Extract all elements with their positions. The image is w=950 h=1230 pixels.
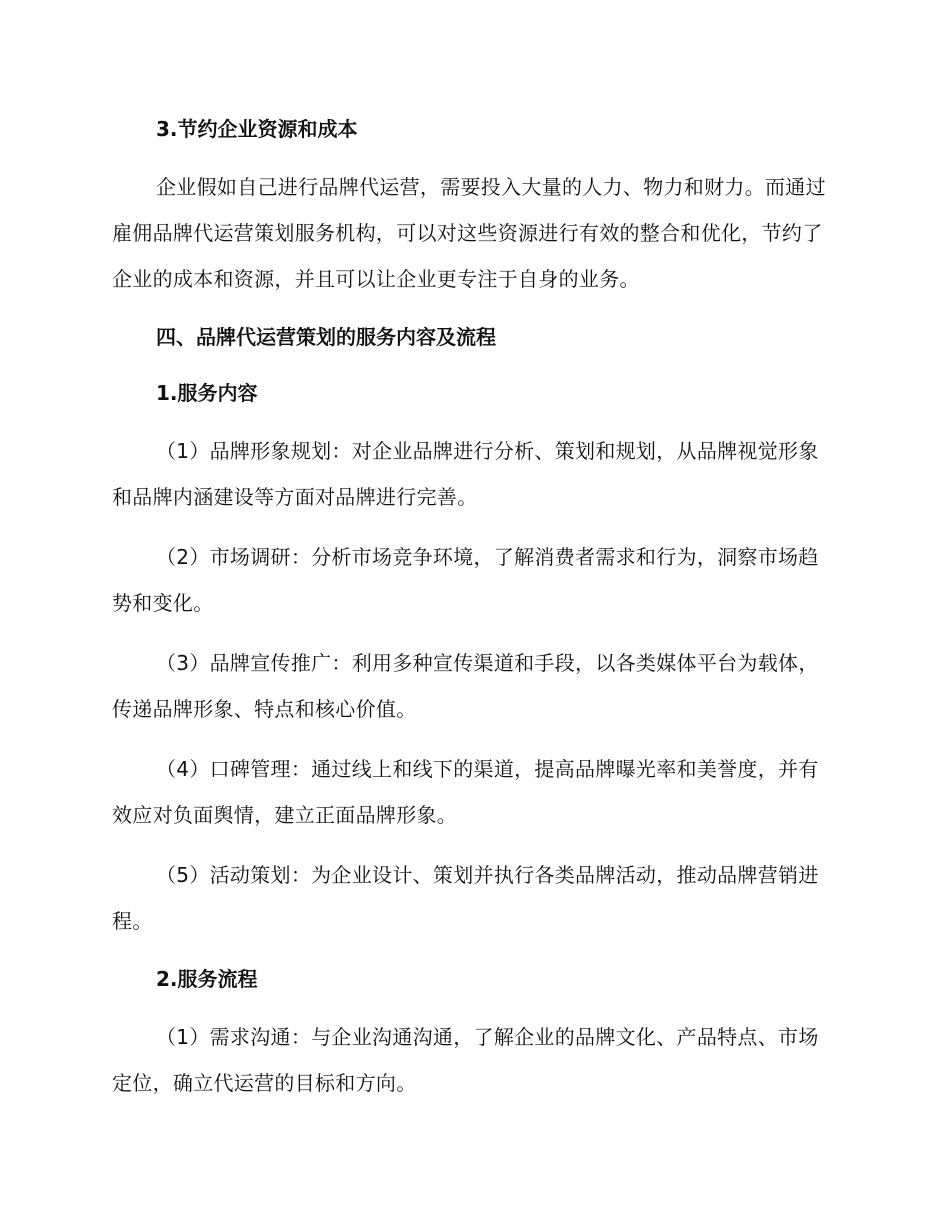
service-item-reputation-management: （4）口碑管理：通过线上和线下的渠道，提高品牌曝光率和美誉度，并有效应对负面舆情，建立正面品牌形象。 [112,757,819,827]
process-item-requirements: （1）需求沟通：与企业沟通沟通，了解企业的品牌文化、产品特点、市场定位，确立代运营的目标和方向。 [112,1025,819,1095]
document-body [112,108,832,1106]
service-item-brand-image: （1）品牌形象规划：对企业品牌进行分析、策划和规划，从品牌视觉形象和品牌内涵建设等方面对品牌进行完善。 [112,439,819,509]
service-item-event-planning: （5）活动策划：为企业设计、策划并执行各类品牌活动，推动品牌营销进程。 [112,863,819,933]
section-heading-services-and-process: 四、品牌代运营策划的服务内容及流程 [156,325,496,349]
service-item-brand-promotion: （3）品牌宣传推广：利用多种宣传渠道和手段，以各类媒体平台为载体，传递品牌形象、特点和核心价值。 [112,651,819,721]
section-heading-cost-saving: 3.节约企业资源和成本 [156,117,358,141]
paragraph-cost-saving: 企业假如自己进行品牌代运营，需要投入大量的人力、物力和财力。而通过雇佣品牌代运营策划服务机构，可以对这些资源进行有效的整合和优化，节约了企业的成本和资源，并且可以让企业更专注于自身的业务。 [112,175,826,291]
subheading-service-content: 1.服务内容 [156,381,258,405]
subheading-service-process: 2.服务流程 [156,967,258,991]
service-item-market-research: （2）市场调研：分析市场竞争环境，了解消费者需求和行为，洞察市场趋势和变化。 [112,545,819,615]
